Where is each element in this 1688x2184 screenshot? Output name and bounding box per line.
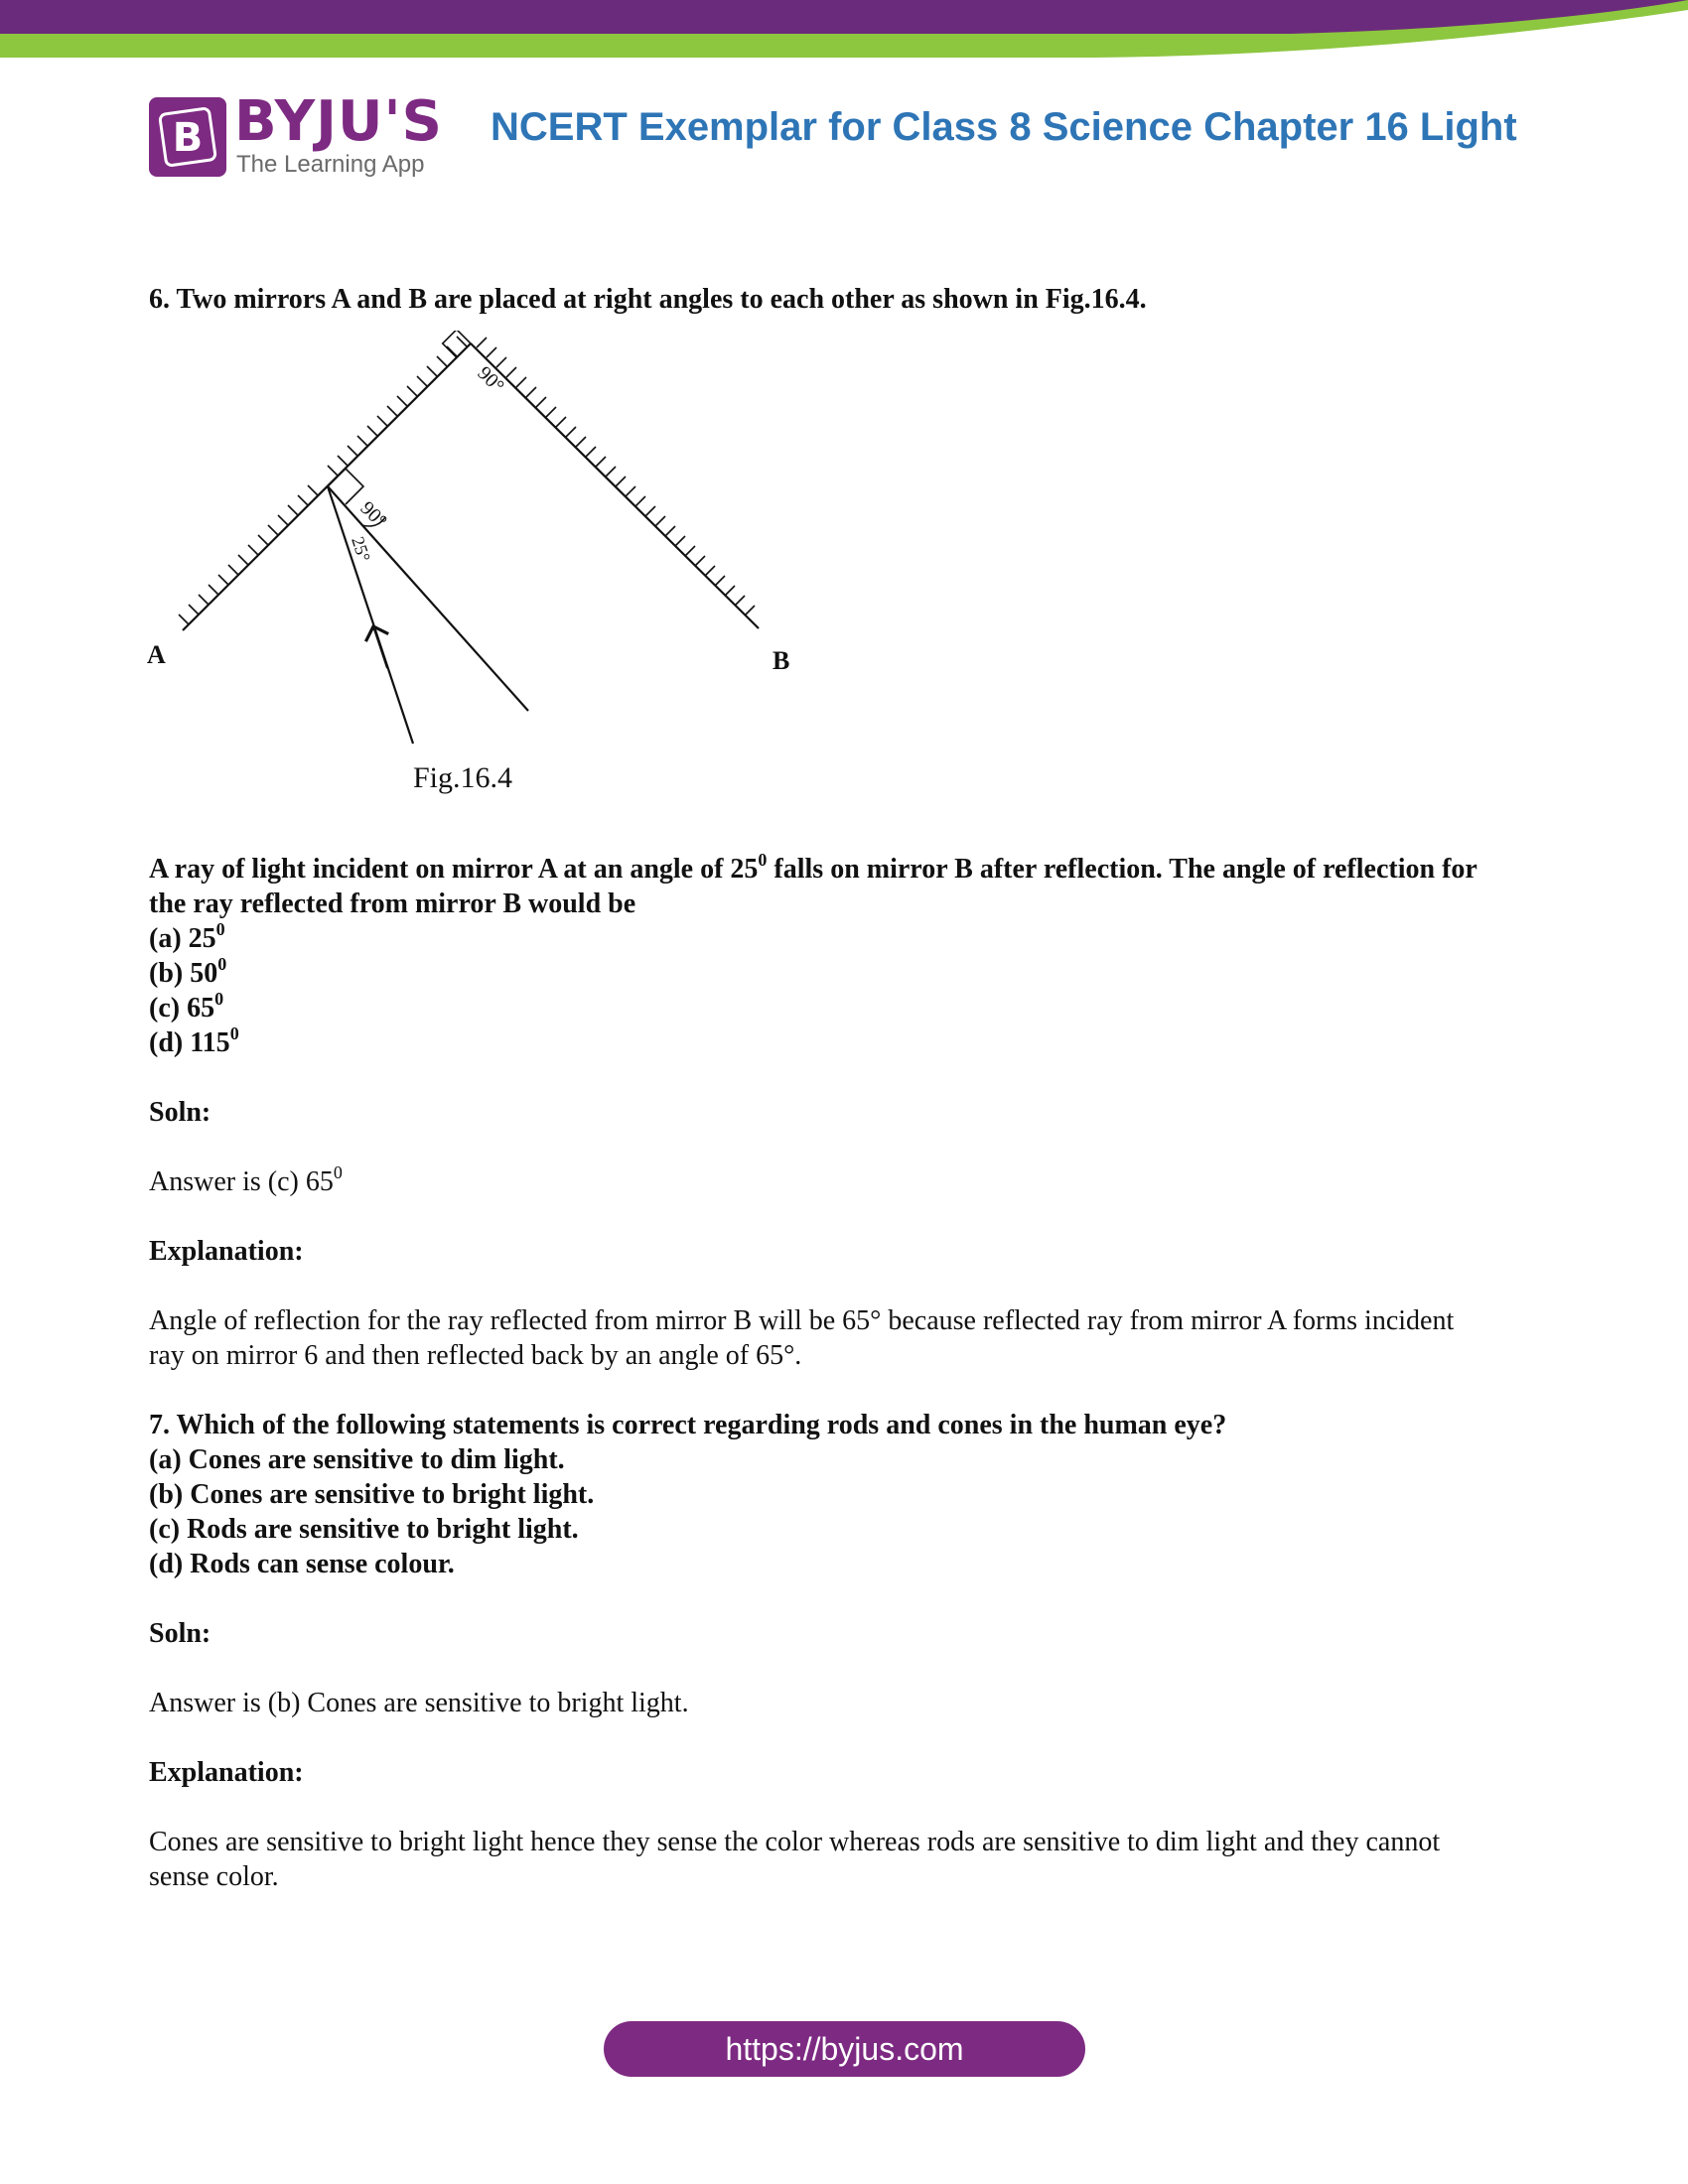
mirror-figure [143,331,838,817]
brand-tagline: The Learning App [236,151,425,178]
brand-name: BYJU'S [234,89,443,154]
logo-letter: B [172,115,204,161]
q6-body: A ray of light incident on mirror A at an angle of $25^0$ falls on mirror B after reflection. The angle of reflection for the ray reflected from mirror B would be [149,849,1477,919]
page-header [149,89,1539,185]
q7-option-c: (c) Rods are sensitive to bright light. [149,1514,579,1545]
q7-answer: Answer is (b) Cones are sensitive to bright light. [149,1688,689,1718]
document-body [149,282,1479,1894]
q7-question: 7. Which of the following statements is correct regarding rods and cones in the human eye? [149,1410,1227,1440]
mirror-b-hatching [477,338,755,615]
mirror-b-label: B [773,646,790,675]
normal-line [328,486,528,711]
q6-option-b: (b) $50^0$ [149,953,227,989]
q7-soln-label: Soln: [149,1618,211,1649]
angle-label-mid: 90° [355,496,391,533]
q7-explanation-label: Explanation: [149,1757,304,1788]
document-title: NCERT Exemplar for Class 8 Science Chapter 16 Light [491,105,1517,149]
q6-option-a: (a) $25^0$ [149,918,225,954]
q6-option-d: (d) $115^0$ [149,1023,239,1058]
q7-option-d: (d) Rods can sense colour. [149,1549,455,1579]
q6-soln-label: Soln: [149,1097,211,1128]
q7-explanation: Cones are sensitive to bright light hence they sense the color whereas rods are sensitive to dim light and they cannot sense color. [149,1827,1441,1892]
mirror-a-line [183,343,471,630]
angle-label-incident: 25° [348,534,375,565]
footer-url-link[interactable]: https://byjus.com [604,2021,1085,2077]
q6-explanation-label: Explanation: [149,1236,304,1267]
figure-caption: Fig.16.4 [413,761,513,794]
q7-option-b: (b) Cones are sensitive to bright light. [149,1479,595,1510]
q6-answer: Answer is (c) $65^0$ [149,1161,343,1197]
top-decorative-band [0,0,1688,60]
angle-label-top: 90° [473,361,508,398]
q6-explanation: Angle of reflection for the ray reflected from mirror B will be 65° because reflected ray from mirror A forms incident ray on mirror 6 and then reflected back by an angle of 65°. [149,1305,1455,1371]
q6-question: 6. Two mirrors A and B are placed at right angles to each other as shown in Fig.16.4. [149,284,1147,315]
mirror-a-label: A [147,640,166,669]
mirror-a-hatching [179,337,467,624]
q7-option-a: (a) Cones are sensitive to dim light. [149,1444,565,1475]
byjus-logo-icon [149,97,226,177]
q6-option-c: (c) $65^0$ [149,988,224,1024]
